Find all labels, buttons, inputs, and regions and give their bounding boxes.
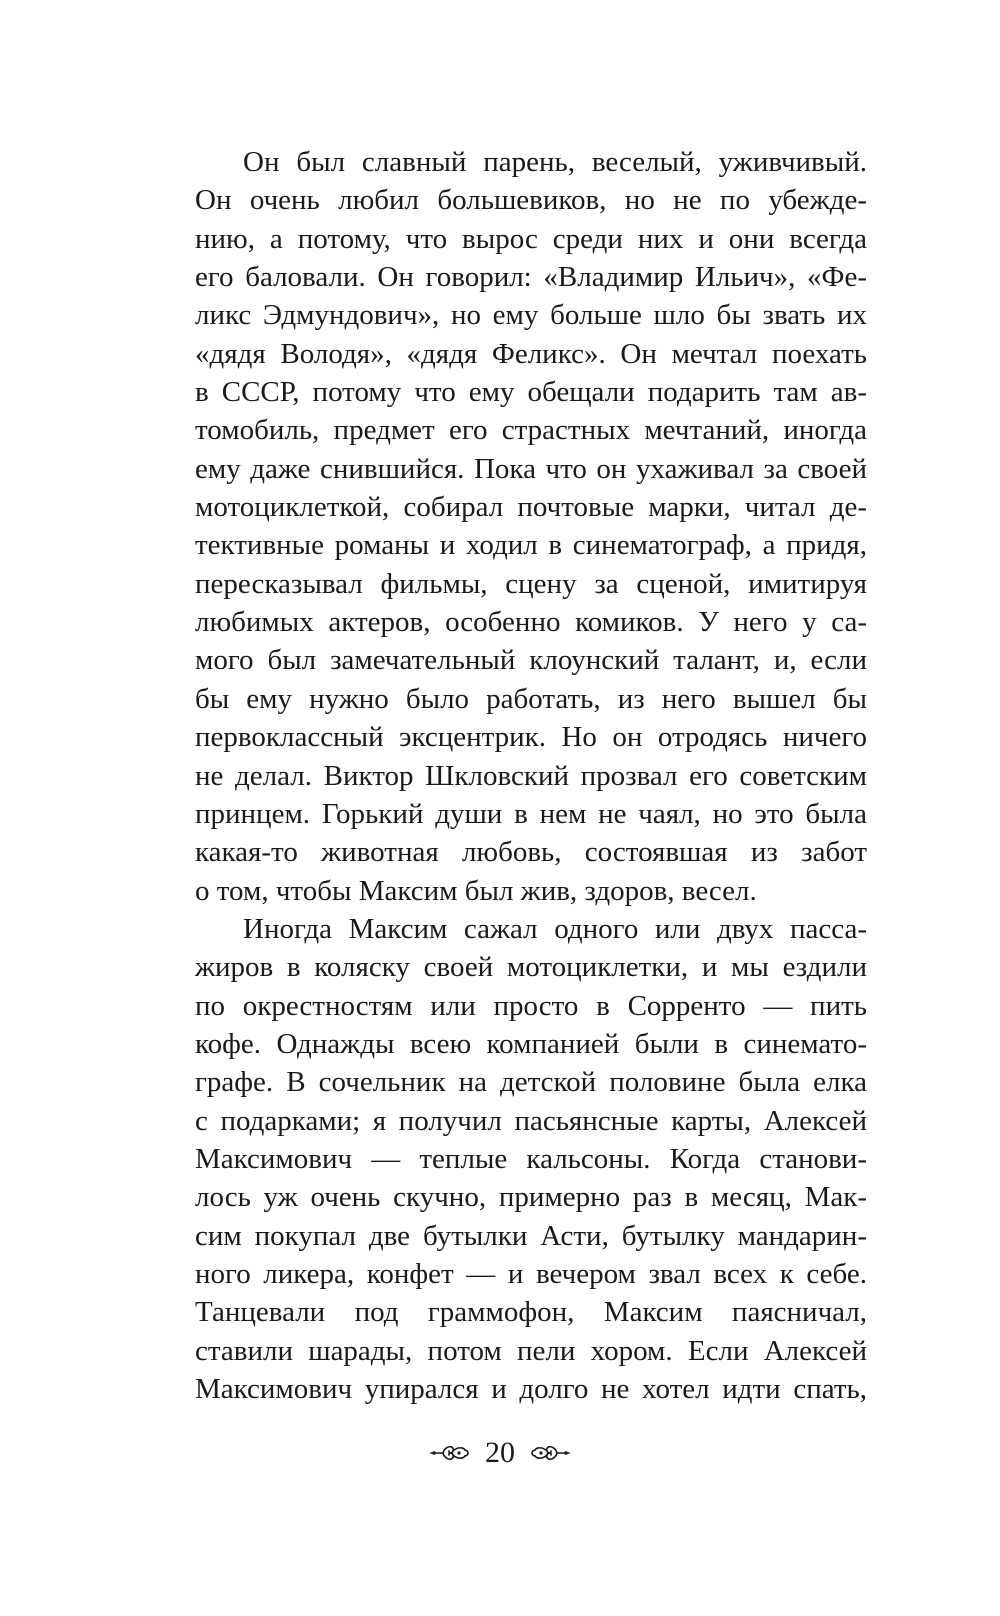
text-line: Он был славный парень, веселый, уживчивый.: [243, 146, 867, 178]
text-line: ставили шарады, потом пели хором. Если Алексей: [195, 1334, 867, 1367]
text-line: ного ликера, конфет — и вечером звал всех к себе.: [195, 1257, 867, 1290]
text-line: Иногда Максим сажал одного или двух пасса-: [243, 912, 867, 945]
text-line: какая-то животная любовь, состоявшая из забот: [195, 836, 867, 869]
text-line: в СССР, потому что ему обещали подарить там ав-: [195, 376, 867, 409]
text-line: ликс Эдмундович», но ему больше шло бы звать их: [195, 299, 867, 332]
text-line: тективные романы и ходил в синематограф, а придя,: [195, 529, 867, 562]
text-line: лось уж очень скучно, примерно раз в месяц, Мак-: [195, 1181, 867, 1214]
text-line: не делал. Виктор Шкловский прозвал его советским: [195, 759, 867, 792]
paragraph-1: [195, 143, 867, 910]
text-block: [195, 143, 867, 1408]
text-line: о том, чтобы Максим был жив, здоров, весел.: [195, 874, 757, 907]
paragraph-2: [195, 910, 867, 1408]
text-line: по окрестностям или просто в Сорренто — пить: [195, 989, 867, 1022]
text-line: принцем. Горький души в нем не чаял, но это была: [195, 797, 867, 830]
flourish-ornament-icon: [527, 1441, 571, 1465]
text-line: Танцевали под граммофон, Максим паясничал,: [195, 1296, 867, 1329]
text-line: пересказывал фильмы, сцену за сценой, имитируя: [195, 567, 867, 600]
text-line: его баловали. Он говорил: «Владимир Ильич», «Фе-: [195, 261, 867, 294]
text-line: сим покупал две бутылки Асти, бутылку мандарин-: [195, 1219, 867, 1252]
text-line: мотоциклеткой, собирал почтовые марки, читал де-: [195, 491, 867, 524]
text-line: с подарками; я получил пасьянсные карты, Алексей: [195, 1104, 867, 1137]
flourish-ornament-icon: [429, 1441, 473, 1465]
page-footer: [0, 1436, 1000, 1470]
text-line: нию, а потому, что вырос среди них и они всегда: [195, 222, 867, 255]
page-number: 20: [485, 1436, 515, 1469]
text-line: мого был замечательный клоунский талант, и, если: [195, 644, 867, 677]
text-line: жиров в коляску своей мотоциклетки, и мы ездили: [195, 951, 867, 984]
text-line: бы ему нужно было работать, из него вышел бы: [195, 682, 867, 715]
text-line: томобиль, предмет его страстных мечтаний, иногда: [195, 414, 867, 447]
text-line: кофе. Однажды всею компанией были в синемато-: [195, 1027, 867, 1060]
text-line: Максимович упирался и долго не хотел идти спать,: [195, 1373, 867, 1405]
text-line: ему даже снившийся. Пока что он ухаживал за своей: [195, 452, 867, 485]
text-line: первоклассный эксцентрик. Но он отродясь ничего: [195, 721, 867, 754]
text-line: Он очень любил большевиков, но не по убежде-: [195, 184, 867, 217]
text-line: любимых актеров, особенно комиков. У него у са-: [195, 606, 867, 639]
text-line: «дядя Володя», «дядя Феликс». Он мечтал поехать: [195, 337, 867, 370]
text-line: Максимович — теплые кальсоны. Когда станови-: [195, 1142, 867, 1175]
text-line: графе. В сочельник на детской половине была елка: [195, 1066, 867, 1099]
